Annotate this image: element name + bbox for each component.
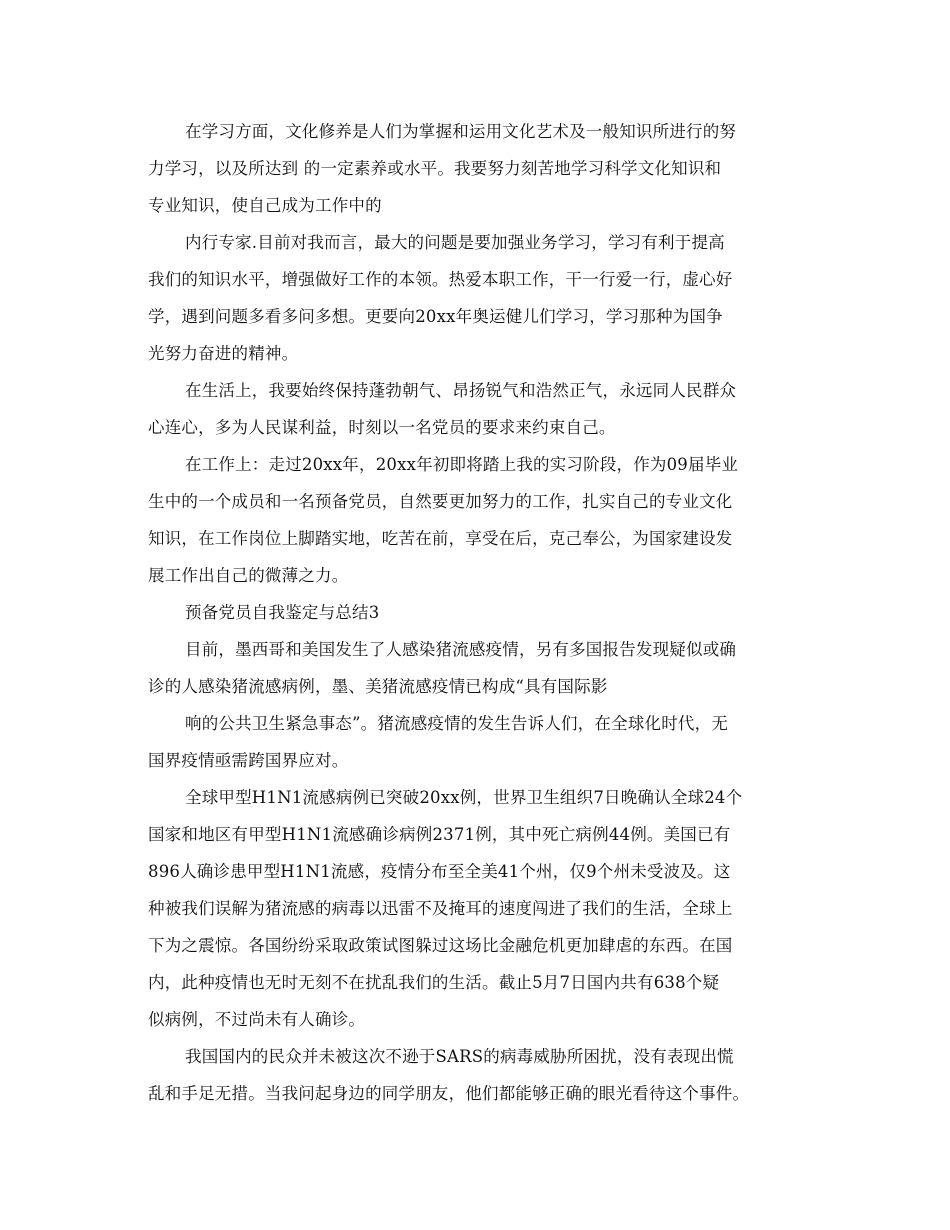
paragraph-line: 乱和手足无措。当我问起身边的同学朋友，他们都能够正确的眼光看待这个事件。 <box>148 1084 750 1103</box>
paragraph-line: 896人确诊患甲型H1N1流感，疫情分布至全美41个州，仅9个州未受波及。这 <box>148 862 731 881</box>
paragraph-line: 目前，墨西哥和美国发生了人感染猪流感疫情，另有多国报告发现疑似或确 <box>185 640 737 659</box>
paragraph-line: 下为之震惊。各国纷纷采取政策试图躲过这场比金融危机更加肆虐的东西。在国 <box>148 936 733 955</box>
paragraph-line: 力学习，以及所达到 的一定素养或水平。我要努力刻苦地学习科学文化知识和 <box>148 159 722 178</box>
paragraph-line: 专业知识，使自己成为工作中的 <box>148 196 382 215</box>
paragraph-line: 种被我们误解为猪流感的病毒以迅雷不及掩耳的速度闯进了我们的生活，全球上 <box>148 899 733 918</box>
paragraph-line: 光努力奋进的精神。 <box>148 344 299 363</box>
paragraph-line: 我国国内的民众并未被这次不逊于SARS的病毒威胁所困扰，没有表现出慌 <box>185 1047 734 1066</box>
paragraph-line: 展工作出自己的微薄之力。 <box>148 566 349 585</box>
paragraph-line: 心连心，多为人民谋利益，时刻以一名党员的要求来约束自己。 <box>148 418 616 437</box>
paragraph-line: 全球甲型H1N1流感病例已突破20xx例，世界卫生组织7日晚确认全球24个 <box>185 788 743 807</box>
paragraph-line: 在生活上，我要始终保持蓬勃朝气、昂扬锐气和浩然正气，永远同人民群众 <box>185 381 737 400</box>
section-heading: 预备党员自我鉴定与总结3 <box>185 603 380 622</box>
paragraph-line: 国家和地区有甲型H1N1流感确诊病例2371例，其中死亡病例44例。美国已有 <box>148 825 731 844</box>
paragraph-line: 诊的人感染猪流感病例，墨、美猪流感疫情已构成“具有国际影 <box>148 677 608 696</box>
paragraph-line: 似病例，不过尚未有人确诊。 <box>148 1010 366 1029</box>
paragraph-line: 国界疫情亟需跨国界应对。 <box>148 751 349 770</box>
paragraph-line: 在学习方面，文化修养是人们为掌握和运用文化艺术及一般知识所进行的努 <box>185 122 737 141</box>
paragraph-line: 知识，在工作岗位上脚踏实地，吃苦在前，享受在后，克己奉公，为国家建设发 <box>148 529 733 548</box>
paragraph-line: 响的公共卫生紧急事态”。猪流感疫情的发生告诉人们，在全球化时代，无 <box>185 714 729 733</box>
paragraph-line: 内行专家.目前对我而言，最大的问题是要加强业务学习，学习有利于提高 <box>185 233 725 252</box>
paragraph-line: 生中的一个成员和一名预备党员，自然要更加努力的工作，扎实自己的专业文化 <box>148 492 733 511</box>
paragraph-line: 在工作上：走过20xx年，20xx年初即将踏上我的实习阶段，作为09届毕业 <box>185 455 739 474</box>
paragraph-line: 内，此种疫情也无时无刻不在扰乱我们的生活。截止5月7日国内共有638个疑 <box>148 973 720 992</box>
paragraph-line: 学，遇到问题多看多问多想。更要向20xx年奥运健儿们学习，学习那种为国争 <box>148 307 723 326</box>
paragraph-line: 我们的知识水平，增强做好工作的本领。热爱本职工作，干一行爱一行，虚心好 <box>148 270 733 289</box>
